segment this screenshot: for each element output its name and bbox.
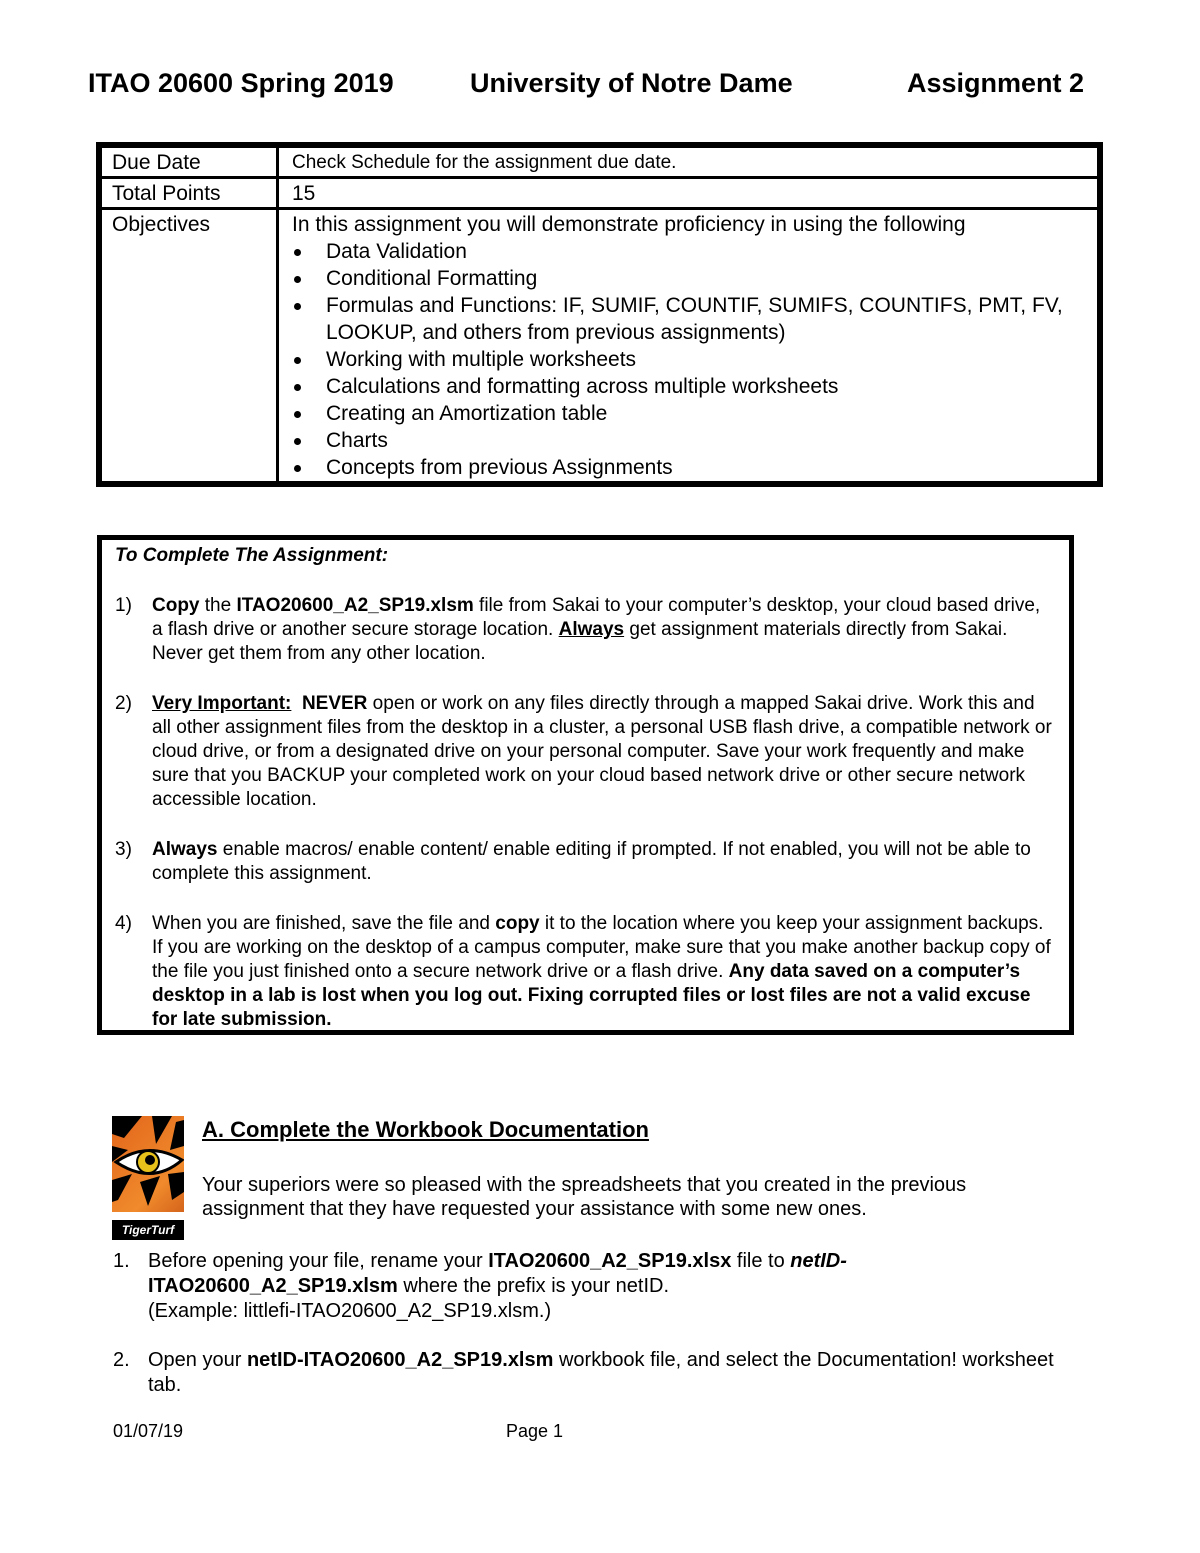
step-text-part: it to the location where you keep your assignment backups. If you are working on the desktop of a campus computer, make sure that you make another backup copy of the file you just finished onto a secure network drive or a flash drive. xyxy=(152,913,1051,982)
footer-page-number: Page 1 xyxy=(506,1421,564,1441)
assignment-info-table xyxy=(96,142,1103,487)
list-item: Calculations and formatting across multiple worksheets xyxy=(292,373,1097,400)
example-text: (Example: littlefi-ITAO20600_A2_SP19.xlsm.) xyxy=(148,1300,552,1322)
instructions-title: To Complete The Assignment: xyxy=(115,545,389,566)
step-text xyxy=(152,838,1055,886)
item-text xyxy=(148,1348,1073,1398)
step-number: 2) xyxy=(115,693,132,714)
file-name: netID-ITAO20600_A2_SP19.xlsm xyxy=(246,1349,554,1371)
bold-text: Always xyxy=(558,619,625,640)
total-points-row xyxy=(102,179,1097,210)
step-text-part: get assignment materials directly from Sakai. Never get them from any other location. xyxy=(152,619,1008,664)
step-text-part: file from Sakai to your computer’s desktop, your cloud based drive, a flash drive or another secure storage location. xyxy=(152,595,1041,640)
page-header xyxy=(88,68,1084,108)
objectives-intro: In this assignment you will demonstrate proficiency in using the following xyxy=(292,213,966,236)
instruction-step-2 xyxy=(115,692,1055,812)
objectives-list xyxy=(292,238,1097,481)
row-value xyxy=(279,210,1097,481)
row-label: Due Date xyxy=(102,148,279,176)
step-text xyxy=(152,692,1055,812)
step-text-part: When you are finished, save the file and xyxy=(152,913,496,934)
item-text-part: Before opening your file, rename your xyxy=(148,1250,489,1272)
row-value: 15 xyxy=(292,182,316,205)
item-text-part: workbook file, and select the Documentation! worksheet tab. xyxy=(148,1349,1054,1396)
objectives-row xyxy=(102,210,1097,481)
list-item: Concepts from previous Assignments xyxy=(292,454,1097,481)
netid-prefix: netID- xyxy=(790,1250,847,1272)
step-text xyxy=(152,594,1055,666)
bold-text: NEVER xyxy=(301,693,368,714)
logo-text: TigerTurf xyxy=(112,1220,184,1240)
numbered-list-item-2 xyxy=(113,1348,1073,1398)
row-label: Total Points xyxy=(102,179,279,207)
assignment-title: Assignment 2 xyxy=(906,68,1084,98)
step-number: 1) xyxy=(115,595,132,616)
step-text-part: enable macros/ enable content/ enable editing if prompted. If not enabled, you will not be able to complete this assignment. xyxy=(152,839,1031,884)
list-item: Conditional Formatting xyxy=(292,265,1097,292)
warning-text: Any data saved on a computer’s desktop in a lab is lost when you log out. Fixing corrupted files or lost files are not a valid excuse for late submission. xyxy=(152,961,1031,1030)
item-text xyxy=(148,1249,1073,1324)
item-number: 1. xyxy=(113,1250,130,1272)
bold-text: Always xyxy=(152,839,218,860)
bold-text: copy xyxy=(495,913,540,934)
step-text-part: the xyxy=(199,595,237,616)
file-name: ITAO20600_A2_SP19.xlsm xyxy=(236,595,474,616)
file-name: ITAO20600_A2_SP19.xlsm xyxy=(148,1275,398,1297)
due-date-row xyxy=(102,148,1097,179)
item-text-part: Open your xyxy=(148,1349,247,1371)
list-item: Creating an Amortization table xyxy=(292,400,1097,427)
section-a-intro: Your superiors were so pleased with the spreadsheets that you created in the previous assignment that they have requested your assistance with some new ones. xyxy=(202,1174,967,1220)
university-name: University of Notre Dame xyxy=(470,68,793,98)
file-name: ITAO20600_A2_SP19.xlsx xyxy=(488,1250,732,1272)
instruction-step-1 xyxy=(115,594,1055,666)
tiger-eye-icon xyxy=(112,1116,184,1220)
list-item: Formulas and Functions: IF, SUMIF, COUNTIF, SUMIFS, COUNTIFS, PMT, FV, LOOKUP, and others from previous assignments) xyxy=(292,292,1097,346)
list-item: Data Validation xyxy=(292,238,1097,265)
section-a-title: A. Complete the Workbook Documentation xyxy=(202,1117,649,1142)
instruction-step-3 xyxy=(115,838,1055,886)
step-number: 3) xyxy=(115,839,132,860)
item-text-part: where the prefix is your netID. xyxy=(397,1275,670,1297)
list-item: Charts xyxy=(292,427,1097,454)
step-text-part: open or work on any files directly through a mapped Sakai drive. Work this and all other assignment files from the desktop in a cluster, a personal USB flash drive, a compatible network or cloud drive, or from a designated drive on your personal computer. Save your work frequently and make sure that you BACKUP your completed work on your cloud based network drive or other secure network accessible location. xyxy=(152,693,1052,810)
numbered-list-item-1 xyxy=(113,1249,1073,1324)
list-item: Working with multiple worksheets xyxy=(292,346,1097,373)
step-number: 4) xyxy=(115,913,132,934)
course-title: ITAO 20600 Spring 2019 xyxy=(88,68,394,98)
step-text xyxy=(152,912,1055,1032)
item-number: 2. xyxy=(113,1349,130,1371)
item-text-part: file to xyxy=(731,1250,791,1272)
bold-text: Copy xyxy=(152,595,200,616)
row-value: Check Schedule for the assignment due date. xyxy=(292,152,677,173)
footer-date: 01/07/19 xyxy=(113,1421,184,1441)
bold-text: Very Important: xyxy=(152,693,292,714)
instruction-step-4 xyxy=(115,912,1055,1032)
instructions-box xyxy=(97,535,1074,1035)
row-label: Objectives xyxy=(102,210,279,481)
tigerturf-logo xyxy=(112,1116,184,1240)
